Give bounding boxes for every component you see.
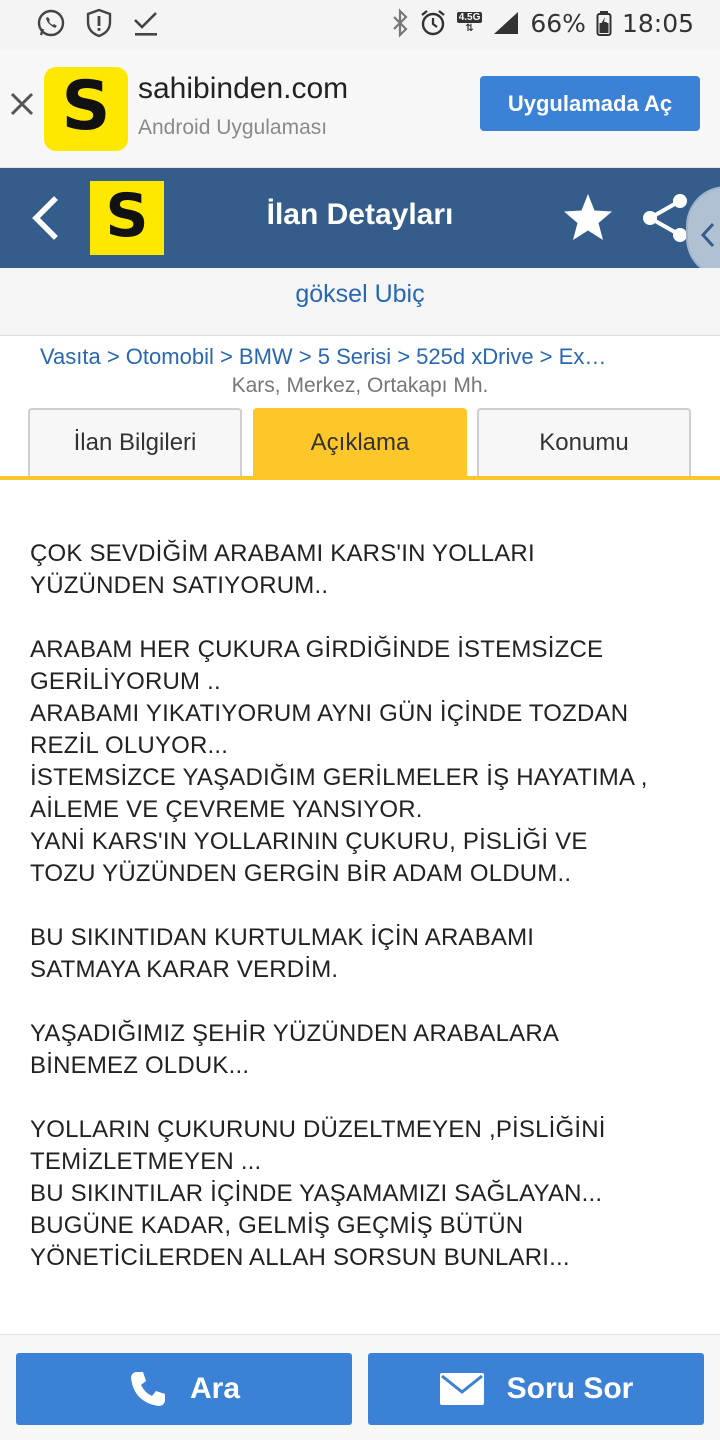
- status-left-icons: [36, 8, 160, 38]
- tab-bar: [0, 408, 720, 480]
- check-icon: [132, 8, 160, 38]
- description-paragraph: YOLLARIN ÇUKURUNU DÜZELTMEYEN ,PİSLİĞİNİ TEMİZLETMEYEN ... BU SIKINTILAR İÇİNDE YAŞAMAMIZI SAĞLAYAN... BUGÜNE KADAR, GELMİŞ GEÇMİŞ BÜTÜN YÖNETİCİLERDEN ALLAH SORSUN BUNLARI...: [30, 1116, 606, 1271]
- tab-aciklama[interactable]: Açıklama: [253, 408, 467, 476]
- page-header: [0, 168, 720, 268]
- header-logo-letter: S: [105, 181, 149, 251]
- app-logo-letter: S: [61, 67, 111, 146]
- open-in-app-button[interactable]: Uygulamada Aç: [480, 76, 700, 131]
- phone-icon: [128, 1369, 168, 1409]
- status-right-icons: [391, 8, 694, 38]
- favorite-star-icon[interactable]: [562, 192, 614, 244]
- ask-question-button[interactable]: [368, 1353, 704, 1425]
- bluetooth-icon: [391, 8, 409, 38]
- call-button[interactable]: [16, 1353, 352, 1425]
- bottom-action-bar: [0, 1334, 720, 1440]
- network-type: 4.5G: [458, 12, 481, 23]
- call-button-label: Ara: [189, 1372, 241, 1405]
- battery-icon: [596, 10, 612, 36]
- share-icon[interactable]: [640, 192, 690, 244]
- network-icon: 4.5G ⇅: [458, 12, 481, 34]
- chevron-left-icon: [700, 222, 716, 248]
- envelope-icon: [439, 1372, 485, 1406]
- seller-row: [0, 268, 720, 336]
- signal-icon: [492, 10, 520, 36]
- whatsapp-icon: [36, 8, 66, 38]
- shield-alert-icon: [86, 8, 112, 38]
- app-name: sahibinden.com: [138, 72, 349, 105]
- tab-ilan-bilgileri[interactable]: İlan Bilgileri: [28, 408, 242, 476]
- listing-location: Kars, Merkez, Ortakapı Mh.: [231, 374, 489, 397]
- description-paragraph: BU SIKINTIDAN KURTULMAK İÇİN ARABAMI SATMAYA KARAR VERDİM.: [30, 924, 535, 983]
- status-bar: [0, 0, 720, 50]
- tab-underline: [0, 476, 720, 480]
- ask-question-label: Soru Sor: [506, 1372, 634, 1405]
- clock: 18:05: [621, 8, 694, 38]
- battery-percent: 66%: [530, 8, 586, 38]
- breadcrumb[interactable]: Vasıta > Otomobil > BMW > 5 Serisi > 525d xDrive > Ex…: [40, 344, 607, 369]
- app-install-banner: [0, 50, 720, 168]
- description-paragraph: ARABAM HER ÇUKURA GİRDİĞİNDE İSTEMSİZCE GERİLİYORUM .. ARABAMI YIKATIYORUM AYNI GÜN İÇİNDE TOZDAN REZİL OLUYOR... İSTEMSİZCE YAŞADIĞIM GERİLMELER İŞ HAYATIMA , AİLEME VE ÇEVREME YANSIYOR. YANİ KARS'IN YOLLARININ ÇUKURU, PİSLİĞİ VE TOZU YÜZÜNDEN GERGİN BİR ADAM OLDUM..: [30, 636, 648, 887]
- listing-description: [30, 538, 700, 1306]
- close-icon[interactable]: [8, 90, 36, 118]
- app-logo: [44, 67, 128, 151]
- seller-name-link[interactable]: göksel Ubiç: [295, 280, 425, 308]
- description-paragraph: ÇOK SEVDİĞİM ARABAMI KARS'IN YOLLARI YÜZÜNDEN SATIYORUM..: [30, 540, 535, 599]
- description-paragraph: YAŞADIĞIMIZ ŞEHİR YÜZÜNDEN ARABALARA BİNEMEZ OLDUK...: [30, 1020, 560, 1079]
- app-subtitle: Android Uygulaması: [138, 116, 328, 139]
- alarm-icon: [419, 8, 447, 38]
- tab-konumu[interactable]: Konumu: [477, 408, 691, 476]
- page-title: İlan Detayları: [266, 198, 454, 231]
